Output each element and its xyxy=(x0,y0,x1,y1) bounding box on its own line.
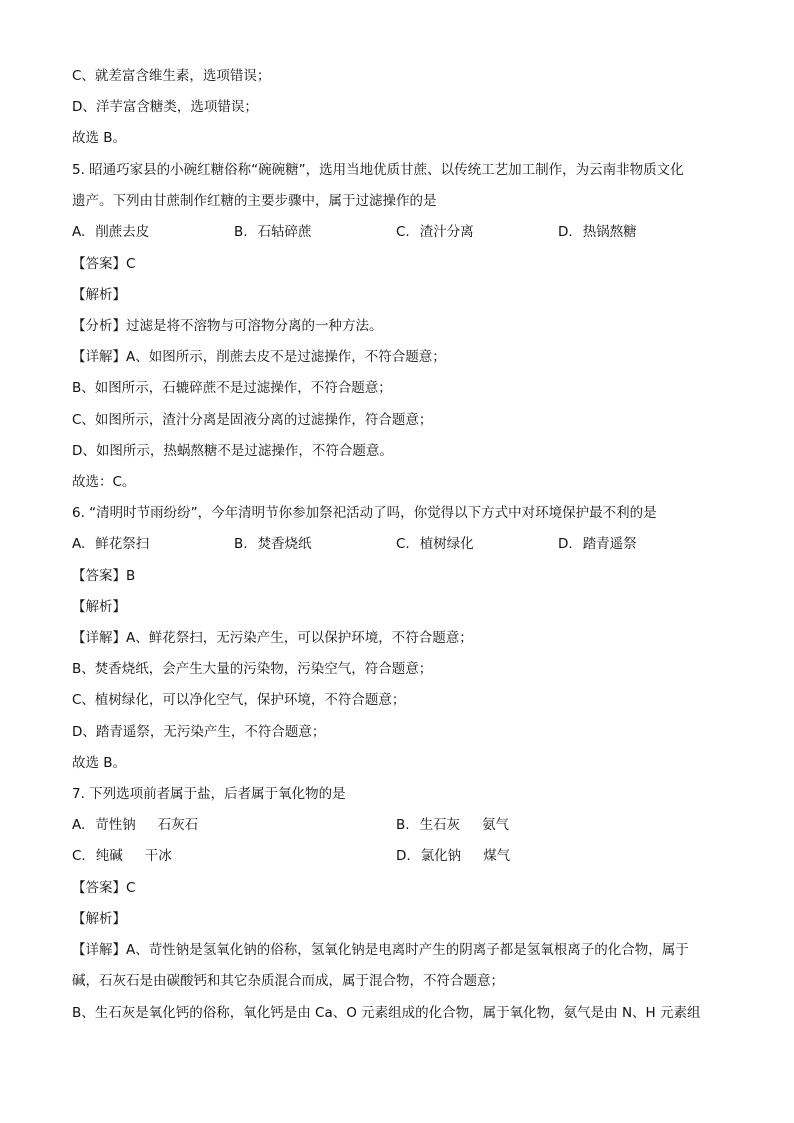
q5-option-a: A. 削蔗去皮 xyxy=(72,224,150,240)
q5-conclusion: 故选：C。 xyxy=(72,474,136,490)
q7-detail: 【详解】A、苛性钠是氢氧化钠的俗称，氢氧化钠是电离时产生的阴离子都是氢氧根离子的化合物，属于 xyxy=(72,942,689,958)
q7-option-a: A. 苛性钠 石灰石 xyxy=(72,817,199,833)
text-line: 故选 B。 xyxy=(72,130,127,146)
q6-detail: D、踏青遥祭，无污染产生，不符合题意； xyxy=(72,724,326,740)
q6-option-b: B. 焚香烧纸 xyxy=(234,536,312,552)
q5-detail: 【详解】A、如图所示，削蔗去皮不是过滤操作，不符合题意； xyxy=(72,349,446,365)
q5-analysis-heading: 【解析】 xyxy=(72,287,126,303)
q5-detail: D、如图所示，热蜗熬糖不是过滤操作，不符合题意。 xyxy=(72,443,393,459)
q6-detail: 【详解】A、鲜花祭扫，无污染产生，可以保护环境，不符合题意； xyxy=(72,630,473,646)
q5-answer: 【答案】C xyxy=(72,256,136,272)
q6-option-c: C. 植树绿化 xyxy=(396,536,474,552)
question-7-stem: 7. 下列选项前者属于盐，后者属于氧化物的是 xyxy=(72,786,346,802)
q5-option-c: C. 渣汁分离 xyxy=(396,224,474,240)
question-5-stem-cont: 遗产。下列由甘蔗制作红糖的主要步骤中，属于过滤操作的是 xyxy=(72,193,437,209)
q7-detail-cont: 碱，石灰石是由碳酸钙和其它杂质混合而成，属于混合物，不符合题意； xyxy=(72,973,504,989)
q6-analysis-heading: 【解析】 xyxy=(72,599,126,615)
q7-option-c: C. 纯碱 干冰 xyxy=(72,848,172,864)
q5-detail: C、如图所示，渣汁分离是固液分离的过滤操作，符合题意； xyxy=(72,412,433,428)
q7-answer: 【答案】C xyxy=(72,880,136,896)
q7-analysis-heading: 【解析】 xyxy=(72,911,126,927)
q7-detail: B、生石灰是氧化钙的俗称，氧化钙是由 Ca、O 元素组成的化合物，属于氧化物，氨气是由 N、H 元素组 xyxy=(72,1005,701,1021)
q6-detail: C、植树绿化，可以净化空气，保护环境，不符合题意； xyxy=(72,692,406,708)
q7-option-b: B. 生石灰 氨气 xyxy=(396,817,510,833)
text-line: D、洋芋富含糖类，选项错误； xyxy=(72,99,258,115)
q6-option-d: D. 踏青遥祭 xyxy=(558,536,637,552)
q5-option-b: B. 石轱碎蔗 xyxy=(234,224,312,240)
q6-answer: 【答案】B xyxy=(72,568,136,584)
q5-detail: B、如图所示，石辘碎蔗不是过滤操作，不符合题意； xyxy=(72,380,392,396)
q6-detail: B、焚香烧纸，会产生大量的污染物，污染空气，符合题意； xyxy=(72,661,433,677)
question-5-stem: 5. 昭通巧家县的小碗红糖俗称“碗碗糖”，选用当地优质甘蔗、以传统工艺加工制作，为云南非物质文化 xyxy=(72,162,684,178)
q5-analysis: 【分析】过滤是将不溶物与可溶物分离的一种方法。 xyxy=(72,318,383,334)
question-6-stem: 6. “清明时节雨纷纷”，今年清明节你参加祭祀活动了吗，你觉得以下方式中对环境保护最不利的是 xyxy=(72,505,657,521)
q7-option-d: D. 氯化钠 煤气 xyxy=(396,848,511,864)
text-line: C、就差富含维生素，选项错误； xyxy=(72,68,271,84)
q6-conclusion: 故选 B。 xyxy=(72,755,127,771)
q5-option-d: D. 热锅熬糖 xyxy=(558,224,637,240)
q6-option-a: A. 鲜花祭扫 xyxy=(72,536,150,552)
